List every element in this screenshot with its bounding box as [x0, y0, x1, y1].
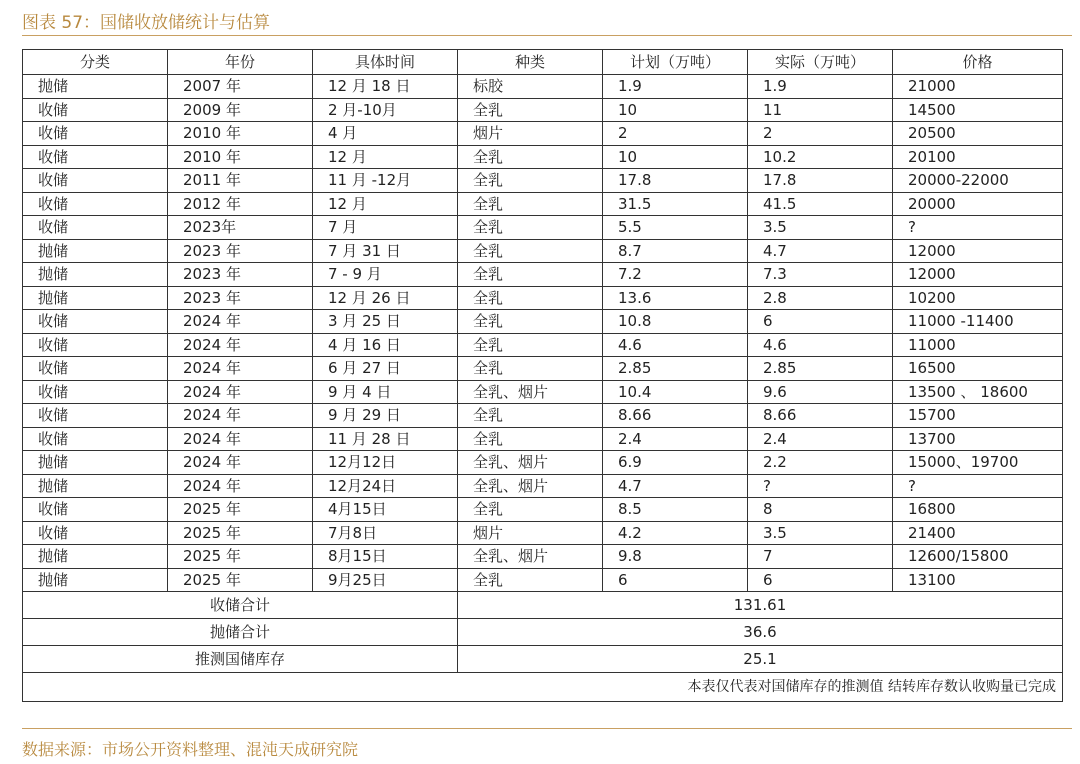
cell-category: 收储: [23, 357, 168, 381]
cell-type: 全乳: [458, 192, 603, 216]
cell-year: 2011 年: [168, 169, 313, 193]
cell-category: 收储: [23, 216, 168, 240]
cell-actual: 3.5: [748, 521, 893, 545]
cell-year: 2024 年: [168, 333, 313, 357]
cell-actual: 2.85: [748, 357, 893, 381]
cell-plan: 4.2: [603, 521, 748, 545]
table-row: [23, 451, 1063, 475]
cell-year: 2024 年: [168, 310, 313, 334]
cell-year: 2025 年: [168, 568, 313, 592]
cell-plan: 4.7: [603, 474, 748, 498]
table-row: [23, 145, 1063, 169]
cell-plan: 13.6: [603, 286, 748, 310]
cell-price: 15000、19700: [893, 451, 1063, 475]
cell-date: 12月24日: [313, 474, 458, 498]
cell-year: 2024 年: [168, 404, 313, 428]
table-row: [23, 122, 1063, 146]
cell-plan: 10: [603, 98, 748, 122]
cell-price: 12000: [893, 239, 1063, 263]
cell-plan: 31.5: [603, 192, 748, 216]
cell-year: 2024 年: [168, 380, 313, 404]
cell-type: 全乳、烟片: [458, 545, 603, 569]
cell-plan: 8.66: [603, 404, 748, 428]
cell-actual: 2: [748, 122, 893, 146]
cell-year: 2023 年: [168, 239, 313, 263]
cell-type: 全乳: [458, 98, 603, 122]
cell-type: 全乳: [458, 404, 603, 428]
col-header-year: 年份: [168, 50, 313, 75]
cell-date: 7 月: [313, 216, 458, 240]
cell-year: 2010 年: [168, 145, 313, 169]
cell-plan: 10.8: [603, 310, 748, 334]
summary-value: 25.1: [458, 646, 1063, 673]
cell-year: 2025 年: [168, 545, 313, 569]
cell-price: 21400: [893, 521, 1063, 545]
table-row: [23, 545, 1063, 569]
cell-category: 抛储: [23, 239, 168, 263]
cell-plan: 2.4: [603, 427, 748, 451]
cell-type: 全乳: [458, 498, 603, 522]
cell-type: 全乳: [458, 216, 603, 240]
cell-type: 全乳: [458, 286, 603, 310]
cell-date: 8月15日: [313, 545, 458, 569]
summary-row: [23, 646, 1063, 673]
cell-actual: 3.5: [748, 216, 893, 240]
table-row: [23, 521, 1063, 545]
cell-actual: 2.2: [748, 451, 893, 475]
col-header-category: 分类: [23, 50, 168, 75]
table-row: [23, 333, 1063, 357]
table-row: [23, 380, 1063, 404]
cell-year: 2023 年: [168, 286, 313, 310]
cell-type: 全乳、烟片: [458, 451, 603, 475]
cell-actual: 7.3: [748, 263, 893, 287]
cell-category: 收储: [23, 310, 168, 334]
table-row: [23, 286, 1063, 310]
cell-date: 12月12日: [313, 451, 458, 475]
cell-type: 全乳: [458, 310, 603, 334]
reserve-table: [22, 49, 1063, 702]
cell-date: 3 月 25 日: [313, 310, 458, 334]
cell-actual: 4.7: [748, 239, 893, 263]
summary-row: [23, 619, 1063, 646]
cell-plan: 8.5: [603, 498, 748, 522]
cell-plan: 10.4: [603, 380, 748, 404]
col-header-date: 具体时间: [313, 50, 458, 75]
cell-plan: 10: [603, 145, 748, 169]
cell-plan: 17.8: [603, 169, 748, 193]
cell-category: 收储: [23, 169, 168, 193]
table-row: [23, 263, 1063, 287]
cell-category: 收储: [23, 498, 168, 522]
note-row: [23, 673, 1063, 702]
cell-category: 收储: [23, 521, 168, 545]
table-row: [23, 310, 1063, 334]
cell-category: 抛储: [23, 263, 168, 287]
cell-price: 14500: [893, 98, 1063, 122]
cell-date: 4 月: [313, 122, 458, 146]
cell-type: 标胶: [458, 75, 603, 99]
table-row: [23, 498, 1063, 522]
cell-date: 4 月 16 日: [313, 333, 458, 357]
summary-label: 抛储合计: [23, 619, 458, 646]
summary-label: 推测国储库存: [23, 646, 458, 673]
cell-actual: 41.5: [748, 192, 893, 216]
cell-actual: 8.66: [748, 404, 893, 428]
top-divider: [22, 35, 1072, 36]
cell-category: 抛储: [23, 286, 168, 310]
cell-price: 10200: [893, 286, 1063, 310]
cell-category: 抛储: [23, 451, 168, 475]
table-note: 本表仅代表对国储库存的推测值 结转库存数认收购量已完成: [23, 673, 1063, 702]
cell-actual: ?: [748, 474, 893, 498]
cell-actual: 9.6: [748, 380, 893, 404]
cell-actual: 10.2: [748, 145, 893, 169]
cell-type: 全乳: [458, 169, 603, 193]
cell-type: 烟片: [458, 122, 603, 146]
cell-price: 16500: [893, 357, 1063, 381]
cell-category: 收储: [23, 427, 168, 451]
summary-row: [23, 592, 1063, 619]
table-row: [23, 216, 1063, 240]
cell-price: 13700: [893, 427, 1063, 451]
cell-category: 抛储: [23, 568, 168, 592]
source-note: 数据来源：市场公开资料整理、混沌天成研究院: [22, 740, 359, 759]
cell-year: 2023 年: [168, 263, 313, 287]
table-row: [23, 568, 1063, 592]
cell-price: ?: [893, 216, 1063, 240]
cell-date: 4月15日: [313, 498, 458, 522]
cell-price: 20000: [893, 192, 1063, 216]
cell-category: 抛储: [23, 545, 168, 569]
cell-year: 2024 年: [168, 427, 313, 451]
cell-date: 9 月 4 日: [313, 380, 458, 404]
summary-value: 131.61: [458, 592, 1063, 619]
cell-plan: 6.9: [603, 451, 748, 475]
summary-label: 收储合计: [23, 592, 458, 619]
cell-date: 2 月-10月: [313, 98, 458, 122]
cell-type: 全乳: [458, 239, 603, 263]
cell-type: 全乳: [458, 333, 603, 357]
cell-category: 收储: [23, 404, 168, 428]
cell-year: 2012 年: [168, 192, 313, 216]
cell-price: 20500: [893, 122, 1063, 146]
table-row: [23, 427, 1063, 451]
col-header-type: 种类: [458, 50, 603, 75]
cell-price: 11000 -11400: [893, 310, 1063, 334]
cell-plan: 2.85: [603, 357, 748, 381]
table-row: [23, 192, 1063, 216]
cell-type: 全乳: [458, 263, 603, 287]
cell-year: 2025 年: [168, 521, 313, 545]
cell-price: 20000-22000: [893, 169, 1063, 193]
cell-category: 收储: [23, 333, 168, 357]
cell-type: 全乳: [458, 145, 603, 169]
cell-category: 收储: [23, 98, 168, 122]
cell-plan: 5.5: [603, 216, 748, 240]
table-row: [23, 357, 1063, 381]
cell-price: 21000: [893, 75, 1063, 99]
cell-actual: 4.6: [748, 333, 893, 357]
table-row: [23, 75, 1063, 99]
cell-plan: 9.8: [603, 545, 748, 569]
cell-actual: 6: [748, 568, 893, 592]
table-row: [23, 404, 1063, 428]
cell-price: 13500 、 18600: [893, 380, 1063, 404]
cell-actual: 2.8: [748, 286, 893, 310]
cell-date: 9 月 29 日: [313, 404, 458, 428]
cell-plan: 2: [603, 122, 748, 146]
cell-date: 7 月 31 日: [313, 239, 458, 263]
cell-category: 收储: [23, 192, 168, 216]
cell-date: 12 月 18 日: [313, 75, 458, 99]
cell-type: 全乳: [458, 568, 603, 592]
cell-date: 12 月: [313, 145, 458, 169]
cell-price: ?: [893, 474, 1063, 498]
cell-category: 收储: [23, 145, 168, 169]
cell-category: 收储: [23, 380, 168, 404]
cell-actual: 6: [748, 310, 893, 334]
cell-date: 7月8日: [313, 521, 458, 545]
cell-date: 11 月 -12月: [313, 169, 458, 193]
table-row: [23, 474, 1063, 498]
cell-actual: 2.4: [748, 427, 893, 451]
cell-price: 11000: [893, 333, 1063, 357]
cell-actual: 7: [748, 545, 893, 569]
cell-category: 抛储: [23, 75, 168, 99]
cell-plan: 6: [603, 568, 748, 592]
cell-date: 6 月 27 日: [313, 357, 458, 381]
col-header-plan: 计划（万吨）: [603, 50, 748, 75]
cell-actual: 17.8: [748, 169, 893, 193]
cell-year: 2010 年: [168, 122, 313, 146]
cell-year: 2024 年: [168, 357, 313, 381]
cell-price: 12000: [893, 263, 1063, 287]
bottom-divider: [22, 728, 1072, 729]
cell-date: 12 月: [313, 192, 458, 216]
cell-price: 13100: [893, 568, 1063, 592]
header-row: [23, 50, 1063, 75]
cell-type: 全乳: [458, 427, 603, 451]
cell-price: 12600/15800: [893, 545, 1063, 569]
col-header-price: 价格: [893, 50, 1063, 75]
cell-price: 15700: [893, 404, 1063, 428]
col-header-actual: 实际（万吨）: [748, 50, 893, 75]
cell-year: 2024 年: [168, 474, 313, 498]
cell-plan: 1.9: [603, 75, 748, 99]
table-row: [23, 239, 1063, 263]
table-row: [23, 169, 1063, 193]
cell-year: 2009 年: [168, 98, 313, 122]
cell-category: 抛储: [23, 474, 168, 498]
cell-actual: 8: [748, 498, 893, 522]
cell-type: 烟片: [458, 521, 603, 545]
cell-date: 11 月 28 日: [313, 427, 458, 451]
cell-actual: 1.9: [748, 75, 893, 99]
cell-type: 全乳、烟片: [458, 380, 603, 404]
cell-year: 2025 年: [168, 498, 313, 522]
table-row: [23, 98, 1063, 122]
cell-price: 20100: [893, 145, 1063, 169]
cell-plan: 4.6: [603, 333, 748, 357]
cell-date: 12 月 26 日: [313, 286, 458, 310]
summary-value: 36.6: [458, 619, 1063, 646]
cell-year: 2023年: [168, 216, 313, 240]
cell-year: 2024 年: [168, 451, 313, 475]
cell-type: 全乳、烟片: [458, 474, 603, 498]
cell-plan: 7.2: [603, 263, 748, 287]
cell-year: 2007 年: [168, 75, 313, 99]
cell-date: 9月25日: [313, 568, 458, 592]
cell-price: 16800: [893, 498, 1063, 522]
cell-actual: 11: [748, 98, 893, 122]
cell-date: 7 - 9 月: [313, 263, 458, 287]
cell-type: 全乳: [458, 357, 603, 381]
figure-caption: 图表 57：国储收放储统计与估算: [22, 13, 271, 33]
cell-category: 收储: [23, 122, 168, 146]
cell-plan: 8.7: [603, 239, 748, 263]
